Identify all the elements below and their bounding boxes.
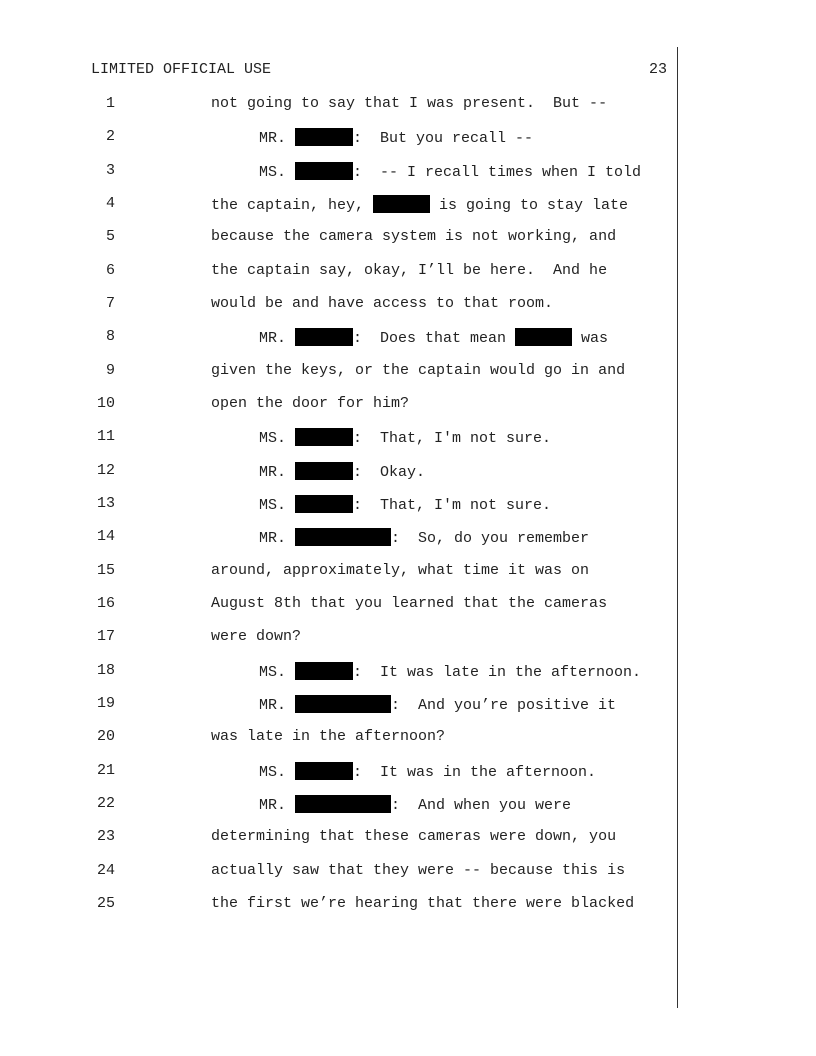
line-number: 7 (105, 295, 115, 312)
line-number: 15 (96, 562, 115, 579)
line-text: MR. : And when you were (259, 797, 572, 814)
line-text: would be and have access to that room. (211, 295, 554, 312)
line-text: actually saw that they were -- because this is (211, 862, 626, 879)
transcript-line (0, 228, 816, 248)
classification-header: LIMITED OFFICIAL USE (91, 61, 272, 78)
transcript-line (0, 562, 816, 582)
transcript-line (0, 95, 816, 115)
redaction-box (295, 662, 353, 680)
line-text: given the keys, or the captain would go in and (211, 362, 626, 379)
transcript-line (0, 662, 816, 682)
line-text: determining that these cameras were down, you (211, 828, 617, 845)
line-number: 17 (96, 628, 115, 645)
transcript-line (0, 295, 816, 315)
line-text: the first we’re hearing that there were blacked (211, 895, 635, 912)
line-text: MR. : Okay. (259, 464, 426, 481)
redaction-box (295, 762, 353, 780)
line-number: 20 (96, 728, 115, 745)
line-text: MS. : That, I'm not sure. (259, 497, 552, 514)
line-text: MR. : So, do you remember (259, 530, 590, 547)
line-number: 21 (96, 762, 115, 779)
line-text: were down? (211, 628, 302, 645)
transcript-line (0, 362, 816, 382)
transcript-line (0, 495, 816, 515)
line-number: 12 (96, 462, 115, 479)
line-text: August 8th that you learned that the cameras (211, 595, 608, 612)
line-number: 3 (105, 162, 115, 179)
redaction-box (515, 328, 572, 346)
redaction-box (295, 795, 391, 813)
line-text: was late in the afternoon? (211, 728, 446, 745)
redaction-box (295, 462, 353, 480)
redaction-box (295, 328, 353, 346)
line-text: MS. : It was late in the afternoon. (259, 664, 642, 681)
line-number: 9 (105, 362, 115, 379)
redaction-box (295, 528, 391, 546)
line-number: 11 (96, 428, 115, 445)
line-text: MS. : It was in the afternoon. (259, 764, 597, 781)
transcript-line (0, 628, 816, 648)
line-number: 25 (96, 895, 115, 912)
line-text: because the camera system is not working, and (211, 228, 617, 245)
redaction-box (373, 195, 430, 213)
line-text: MR. : But you recall -- (259, 130, 534, 147)
redaction-box (295, 162, 353, 180)
line-number: 6 (105, 262, 115, 279)
line-number: 14 (96, 528, 115, 545)
line-number: 16 (96, 595, 115, 612)
line-number: 24 (96, 862, 115, 879)
line-text: around, approximately, what time it was on (211, 562, 590, 579)
line-number: 19 (96, 695, 115, 712)
line-text: open the door for him? (211, 395, 410, 412)
line-text: not going to say that I was present. But -- (211, 95, 608, 112)
line-number: 18 (96, 662, 115, 679)
line-number: 2 (105, 128, 115, 145)
line-text: MS. : -- I recall times when I told (259, 164, 642, 181)
transcript-line (0, 328, 816, 348)
transcript-line (0, 762, 816, 782)
line-number: 22 (96, 795, 115, 812)
line-text: MR. : Does that mean was (259, 330, 609, 347)
line-text: MR. : And you’re positive it (259, 697, 617, 714)
transcript-line (0, 462, 816, 482)
transcript-line (0, 828, 816, 848)
transcript-line (0, 428, 816, 448)
transcript-line (0, 128, 816, 148)
redaction-box (295, 695, 391, 713)
line-text: MS. : That, I'm not sure. (259, 430, 552, 447)
line-number: 8 (105, 328, 115, 345)
transcript-line (0, 728, 816, 748)
line-text: the captain, hey, is going to stay late (211, 197, 629, 214)
line-number: 10 (96, 395, 115, 412)
redaction-box (295, 128, 353, 146)
transcript-line (0, 695, 816, 715)
redaction-box (295, 495, 353, 513)
line-number: 4 (105, 195, 115, 212)
transcript-line (0, 162, 816, 182)
transcript-line (0, 795, 816, 815)
transcript-line (0, 595, 816, 615)
line-number: 23 (96, 828, 115, 845)
transcript-line (0, 395, 816, 415)
page-number: 23 (648, 61, 667, 78)
line-number: 5 (105, 228, 115, 245)
transcript-line (0, 262, 816, 282)
line-number: 1 (105, 95, 115, 112)
transcript-line (0, 895, 816, 915)
transcript-line (0, 195, 816, 215)
redaction-box (295, 428, 353, 446)
line-number: 13 (96, 495, 115, 512)
transcript-line (0, 862, 816, 882)
line-text: the captain say, okay, I’ll be here. And he (211, 262, 608, 279)
transcript-line (0, 528, 816, 548)
